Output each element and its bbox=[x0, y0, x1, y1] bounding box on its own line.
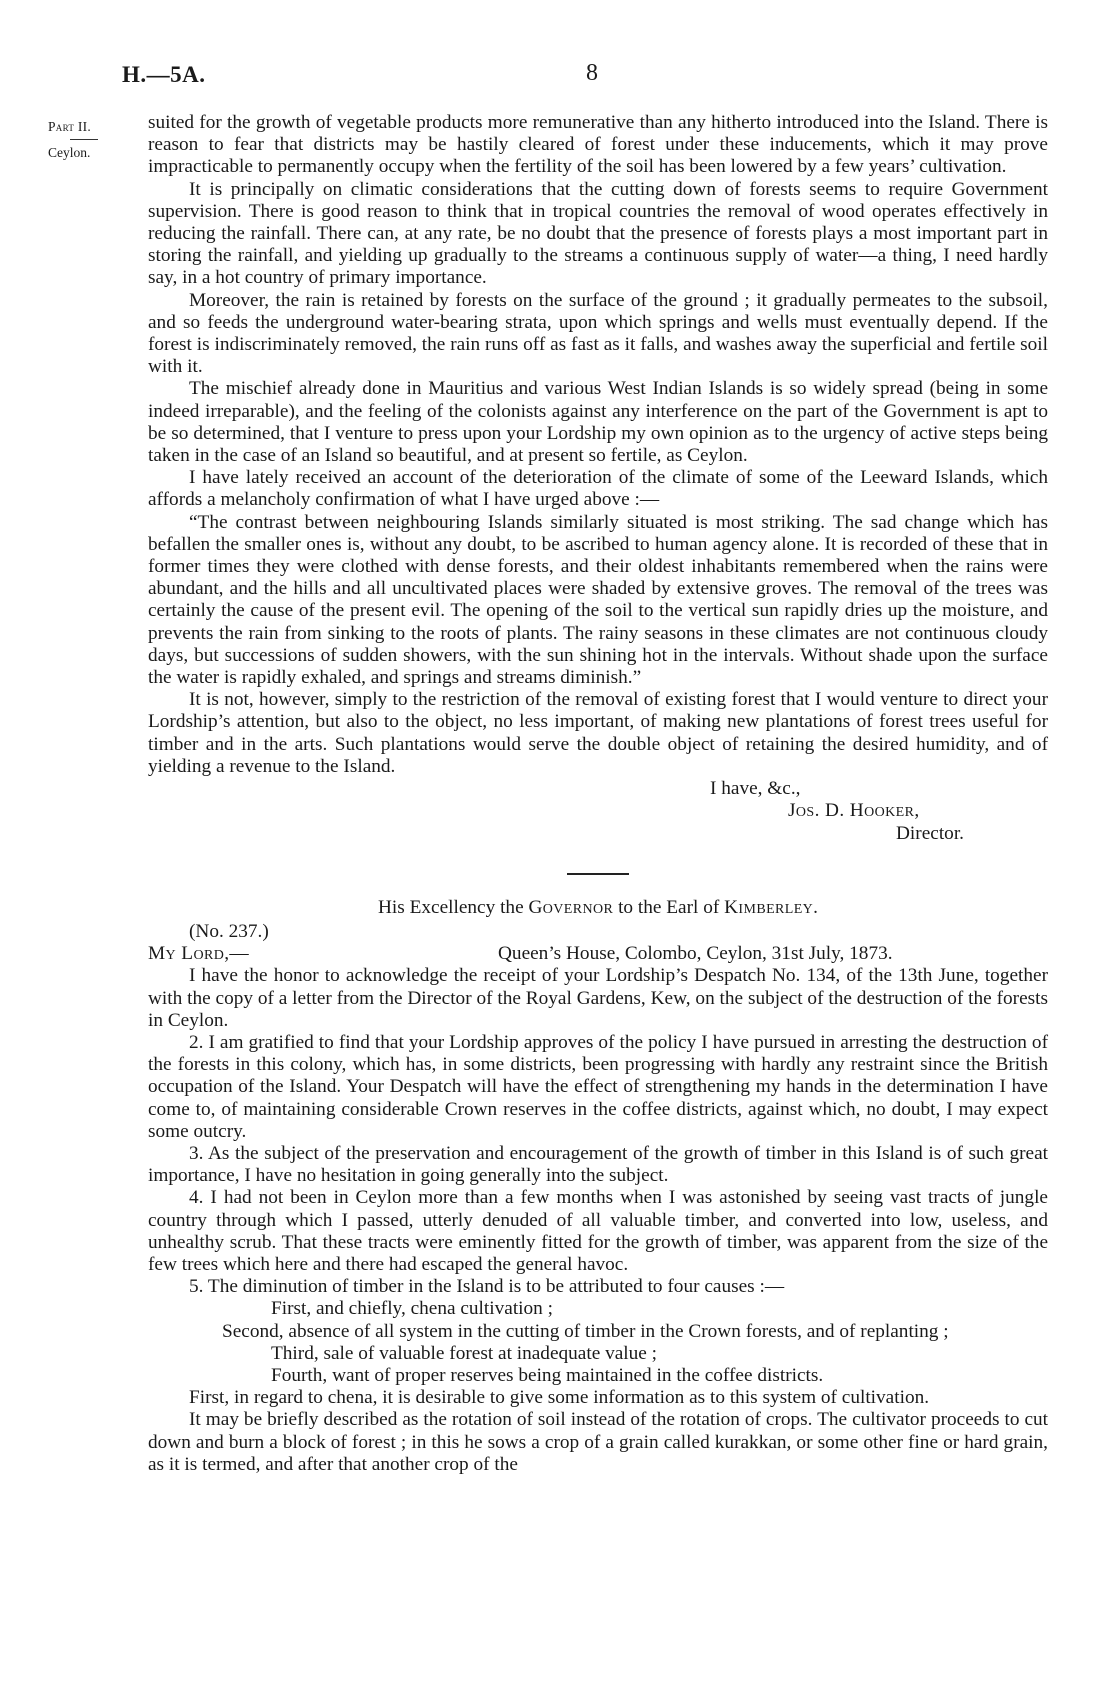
heading-text: to the Earl of bbox=[613, 896, 725, 918]
paragraph: I have the honor to acknowledge the receipt of your Lordship’s Despatch No. 134, of the 13th June, together with the copy of a letter from the Director of the Royal Gardens, Kew, on the subject of the destruction of the forests in Ceylon. bbox=[148, 965, 1048, 1031]
salutation: My Lord,— bbox=[148, 943, 250, 965]
despatch-number: (No. 237.) bbox=[189, 920, 269, 942]
closing-line: I have, &c., bbox=[710, 778, 801, 800]
heading-text: . bbox=[813, 896, 818, 918]
paragraph: 4. I had not been in Ceylon more than a few months when I was astonished by seeing vast tracts of jungle country through which I passed, utterly denuded of all valuable timber, and converted into low, useless, and unhealthy scrub. That these tracts were eminently fitted for the growth of timber, was apparent from the size of the few trees which here and there had escaped the general havoc. bbox=[148, 1187, 1048, 1275]
page-number: 8 bbox=[586, 60, 598, 86]
margin-part-label: Part II. bbox=[48, 119, 92, 134]
paragraph: 3. As the subject of the preservation and encouragement of the growth of timber in this Island is of such great importance, I have no hesitation in going generally into the subject. bbox=[148, 1142, 1048, 1187]
section-divider bbox=[567, 873, 629, 875]
paragraph: It is not, however, simply to the restriction of the removal of existing forest that I would venture to direct your Lordship’s attention, but also to the object, no less important, of making new plantations of forest trees useful for timber and in the arts. Such plantations would serve the double object of retaining the desired humidity, and of yielding a revenue to the Island. bbox=[148, 689, 1048, 777]
margin-note bbox=[48, 118, 128, 161]
quoted-paragraph: “The contrast between neighbouring Islands similarly situated is most striking. The sad change which has befallen the smaller ones is, without any doubt, to be ascribed to human agency alone. It is recorded of these that in former times they were clothed with dense forests, and their oldest inhabitants remembered when the rains were abundant, and the hills and all uncultivated places were shaded by extensive groves. The removal of the trees was certainly the cause of the present evil. The opening of the soil to the vertical sun rapidly dries up the moisture, and prevents the rain from sinking to the roots of plants. The rainy seasons in these climates are not continuous cloudy days, but successions of sudden showers, with the sun shining hot in the intervals. Without shade upon the surface the water is rapidly exhaled, and springs and streams diminish.” bbox=[148, 511, 1048, 689]
paragraph: 2. I am gratified to find that your Lordship approves of the policy I have pursued in arresting the destruction of the forests in this colony, which has, in some districts, been progressing with hardly any restraint since the British occupation of the Island. Your Despatch will have the effect of strengthening my hands in the determination I have come to, of maintaining considerable Crown reserves in the coffee districts, against which, no doubt, I may expect some outcry. bbox=[148, 1031, 1048, 1142]
signer-name: Jos. D. Hooker, bbox=[788, 800, 920, 822]
paragraph: suited for the growth of vegetable products more remunerative than any hitherto introduced into the Island. There is reason to fear that districts may be hastily cleared of forest under these inducements, which it may prove impracticable to permanently occupy when the fertility of the soil has been lowered by a few years’ cultivation. bbox=[148, 112, 1048, 178]
address-line bbox=[148, 943, 1048, 965]
paragraph: It may be briefly described as the rotation of soil instead of the rotation of crops. The cultivator proceeds to cut down and burn a block of forest ; in this he sows a crop of a grain called kurakkan, or some other fine or hard grain, as it is termed, and after that another crop of the bbox=[148, 1409, 1048, 1475]
letter-heading bbox=[148, 897, 1048, 919]
paragraph: First, in regard to chena, it is desirable to give some information as to this system of cultivation. bbox=[189, 1387, 930, 1409]
paragraph: 5. The diminution of timber in the Island is to be attributed to four causes :— bbox=[189, 1276, 785, 1298]
heading-governor: Governor bbox=[528, 896, 614, 918]
heading-earl: Kimberley bbox=[724, 896, 814, 918]
place-date: Queen’s House, Colombo, Ceylon, 31st July, 1873. bbox=[498, 943, 893, 965]
paragraph: It is principally on climatic considerations that the cutting down of forests seems to require Government supervision. There is good reason to think that in tropical countries the removal of wood operates effectively in reducing the rainfall. There can, at any rate, be no doubt that the presence of forests plays a most important part in storing the rainfall, and yielding up gradually to the streams a continuous supply of water—a thing, I need hardly say, in a hot country of primary importance. bbox=[148, 178, 1048, 289]
cause-item: Third, sale of valuable forest at inadequate value ; bbox=[271, 1342, 658, 1364]
body-text bbox=[148, 112, 1048, 1476]
margin-divider bbox=[70, 139, 98, 140]
paragraph: I have lately received an account of the deterioration of the climate of some of the Leeward Islands, which affords a melancholy confirmation of what I have urged above :— bbox=[148, 467, 1048, 511]
signature-block bbox=[148, 778, 1048, 845]
cause-item: Second, absence of all system in the cutting of timber in the Crown forests, and of replanting ; bbox=[222, 1320, 949, 1342]
margin-country-label: Ceylon. bbox=[48, 145, 91, 160]
cause-item: First, and chiefly, chena cultivation ; bbox=[271, 1298, 553, 1320]
paragraph: Moreover, the rain is retained by forests on the surface of the ground ; it gradually permeates to the subsoil, and so feeds the underground water-bearing strata, upon which springs and wells must eventually depend. If the forest is indiscriminately removed, the rain runs off as fast as it falls, and washes away the superficial and fertile soil with it. bbox=[148, 289, 1048, 378]
signer-title: Director. bbox=[896, 822, 964, 844]
document-reference: H.—5A. bbox=[122, 62, 206, 87]
heading-text: His Excellency the bbox=[378, 896, 529, 918]
paragraph: The mischief already done in Mauritius and various West Indian Islands is so widely spread (being in some indeed irreparable), and the feeling of the colonists against any interference on the part of the Government is apt to be so determined, that I venture to press upon your Lordship my own opinion as to the urgency of active steps being taken in the case of an Island so beautiful, and at present so fertile, as Ceylon. bbox=[148, 378, 1048, 467]
cause-item: Fourth, want of proper reserves being maintained in the coffee districts. bbox=[271, 1364, 824, 1386]
